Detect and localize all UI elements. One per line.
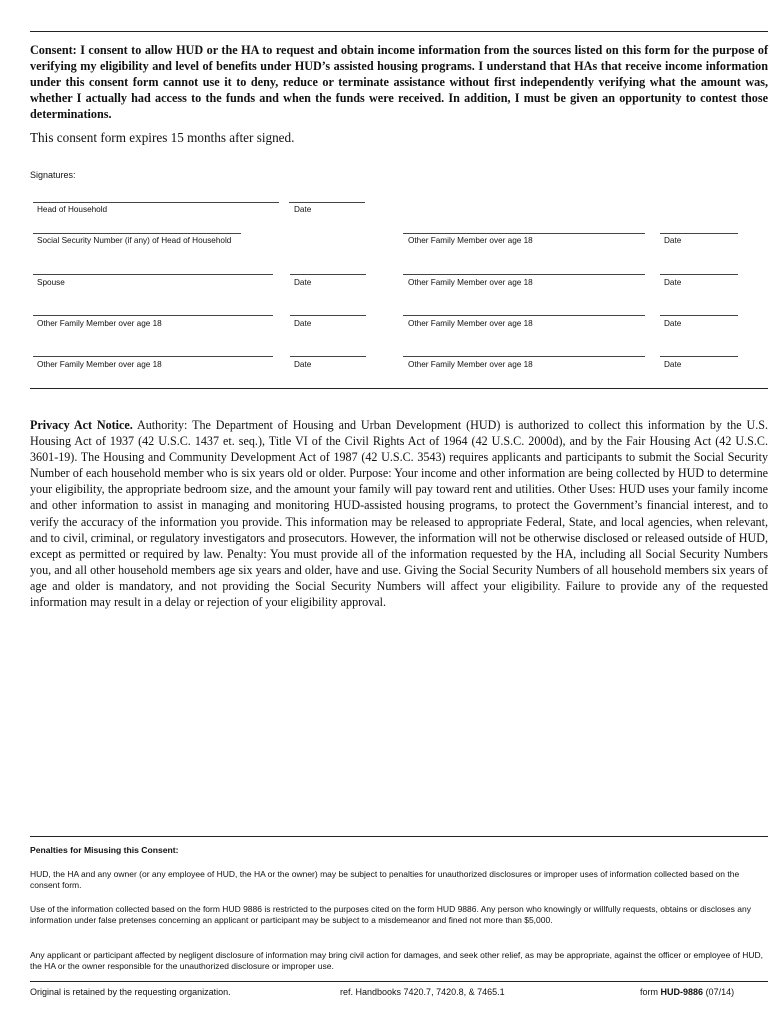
other-member-label: Other Family Member over age 18 (408, 236, 533, 245)
other-member-signature-line[interactable] (403, 274, 645, 275)
other-member-label: Other Family Member over age 18 (408, 319, 533, 328)
other-member-date-line[interactable] (660, 315, 738, 316)
date-label: Date (294, 360, 312, 369)
footer-retained: Original is retained by the requesting organization. (30, 987, 231, 997)
other-member-date-line[interactable] (660, 274, 738, 275)
penalties-title: Penalties for Misusing this Consent: (30, 845, 179, 855)
other-member-label: Other Family Member over age 18 (408, 360, 533, 369)
form-number: HUD-9886 (660, 987, 704, 997)
spouse-signature-line[interactable] (33, 274, 273, 275)
privacy-body: Authority: The Department of Housing and Urban Development (HUD) is authorized to collect this information by the U.S. Housing Act of 1937 (42 U.S.C. 1437 et. seq.), Title VI of the Civil Rights Act of 1964 (42 U.S.C. 2000d), and by the Fair Housing Act (42 U.S.C. 3601-19). The Housing and Community Development Act of 1987 (42 U.S.C. 3543) requires applicants and participants to submit the Social Security Number of each household member who is six years old or older. Purpose: Your income and other information are being collected by HUD to determine your eligibility, the appropriate bedroom size, and the amount your family will pay toward rent and utilities. Other Uses: HUD uses your family income and other information to assist in managing and monitoring HUD-assisted housing programs, to protect the Government’s financial interest, and to verify the accuracy of the information you provide. This information may be released to appropriate Federal, State, and local agencies, when relevant, and to civil, criminal, or regulatory investigators and prosecutors. However, the information will not be otherwise disclosed or released outside of HUD, except as permitted or required by law. Penalty: You must provide all of the information requested by the HA, including all Social Security Numbers you, and all other household members age six years and older, have and use. Giving the Social Security Numbers of all household members six years of age and older is mandatory, and not providing the Social Security Numbers will affect your eligibility. Failure to provide any of the requested information may result in a delay or rejection of your eligibility approval. (30, 418, 769, 610)
privacy-act-notice (30, 417, 768, 610)
form-date: (07/14) (705, 987, 735, 997)
date-label: Date (664, 236, 682, 245)
privacy-heading: Privacy Act Notice. (30, 418, 133, 432)
penalties-paragraph-2: Use of the information collected based on the form HUD 9886 is restricted to the purposes cited on the form HUD 9886. Any person who knowingly or willfully requests, obtains or discloses any information under false pretenses concerning an applicant or participant may be subject to a misdemeanor and fined not more than $5,000. (30, 904, 751, 926)
date-label: Date (664, 278, 682, 287)
other-member-date-line[interactable] (660, 356, 738, 357)
date-label: Date (294, 278, 312, 287)
other-member-signature-line[interactable] (403, 356, 645, 357)
ssn-label: Social Security Number (if any) of Head of Household (37, 236, 232, 245)
consent-paragraph: Consent: I consent to allow HUD or the HA to request and obtain income information from the sources listed on this form for the purpose of verifying my eligibility and level of benefits under HUD’s assisted housing programs. I understand that HAs that receive income information under this consent form cannot use it to deny, reduce or terminate assistance without first independently verifying what the amount was, whether I actually had access to the funds and when the funds were received. In addition, I must be given an opportunity to contest those determinations. (30, 43, 768, 121)
other-member-date-line[interactable] (660, 233, 738, 234)
penalties-paragraph-1: HUD, the HA and any owner (or any employee of HUD, the HA or the owner) may be subject to penalties for unauthorized disclosures or improper uses of information collected based on the consent form. (30, 869, 740, 891)
penalties-divider (30, 836, 768, 837)
footer-ref: ref. Handbooks 7420.7, 7420.8, & 7465.1 (340, 987, 505, 997)
other-member-date-line[interactable] (290, 356, 366, 357)
head-of-household-signature-line[interactable] (33, 202, 279, 203)
penalties-paragraph-3: Any applicant or participant affected by negligent disclosure of information may bring civil action for damages, and seek other relief, as may be appropriate, against the officer or employee of HUD, the HA or the owner responsible for the unauthorized disclosure or improper use. (30, 950, 763, 972)
top-rule (30, 31, 768, 32)
other-member-label: Other Family Member over age 18 (37, 360, 162, 369)
other-member-label: Other Family Member over age 18 (37, 319, 162, 328)
head-of-household-date-line[interactable] (289, 202, 365, 203)
other-member-signature-line[interactable] (403, 315, 645, 316)
other-member-date-line[interactable] (290, 315, 366, 316)
date-label: Date (294, 205, 312, 214)
other-member-signature-line[interactable] (403, 233, 645, 234)
footer-rule (30, 981, 768, 982)
other-member-signature-line[interactable] (33, 315, 273, 316)
other-member-signature-line[interactable] (33, 356, 273, 357)
footer-form-number (640, 987, 734, 997)
other-member-label: Other Family Member over age 18 (408, 278, 533, 287)
signatures-title: Signatures: (30, 170, 76, 180)
spouse-label: Spouse (37, 278, 65, 287)
head-of-household-label: Head of Household (37, 205, 108, 214)
ssn-line[interactable] (33, 233, 241, 234)
spouse-date-line[interactable] (290, 274, 366, 275)
date-label: Date (664, 319, 682, 328)
date-label: Date (664, 360, 682, 369)
section-divider (30, 388, 768, 389)
consent-expiration: This consent form expires 15 months after signed. (30, 130, 295, 145)
form-prefix: form (640, 987, 658, 997)
date-label: Date (294, 319, 312, 328)
